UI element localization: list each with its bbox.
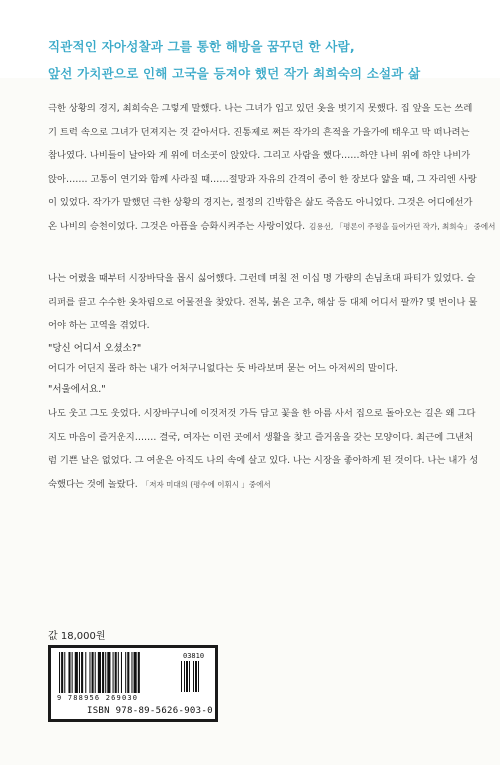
closing-line: 럼 기쁜 날은 없었다. 그 여운은 아직도 나의 속에 살고 있다. 나는 시장을 좋아하게 된 것이다. 나는 내가 성 (48, 455, 479, 466)
excerpt-2-line: 어야 하는 고역을 겪었다. (48, 320, 150, 331)
isbn-number: ISBN 978-89-5626-903-0 (87, 706, 213, 716)
closing-text: 숙했다는 것에 놀랐다. (48, 478, 138, 490)
price-label: 값 18,000원 (48, 631, 106, 642)
barcode-digits: 9 788956 269030 (57, 694, 139, 702)
header-band (0, 0, 500, 81)
excerpt-1-line: 참나였다. 나비들이 날아와 게 위에 더소곳이 앉았다. 그리고 사람을 했다……하얀 나비 위에 하얀 나비가 (48, 150, 471, 161)
excerpt-1-line: 이 있었다. 작가가 말했던 극한 상황의 경지는, 절정의 긴박함은 삶도 죽음도 아니었다. 그것은 어디에선가 (48, 197, 473, 208)
barcode-bars (57, 652, 179, 696)
excerpt-1-line-last (48, 215, 496, 239)
excerpt-1-credit: 김용선, 「평론이 주평을 들어가던 작가, 최희숙」 중에서 (309, 221, 496, 231)
tagline-1: 직관적인 자아성찰과 그를 통한 해방을 꿈꾸던 한 사람, (48, 39, 355, 54)
quote-2: "서울에서요." (48, 384, 106, 395)
barcode-addon-number: 03810 (183, 652, 205, 660)
excerpt-2-credit: 「저자 미대의 (평수에 이휘시 」중에서 (141, 479, 271, 489)
excerpt-1-line: 앉아……. 고통이 연기와 함께 사라질 때……절망과 자유의 간격이 종이 한 장보다 얇을 때, 그 자리엔 사랑 (48, 173, 477, 185)
closing-line-last (48, 473, 452, 497)
excerpt-1 (48, 97, 496, 238)
excerpt-2-line: 리퍼를 끌고 수수한 옷차림으로 어물전을 찾았다. 전복, 붉은 고추, 해삼 등 대체 어디서 팔까? 몇 번이나 물 (48, 296, 478, 308)
excerpt-2-line: 나는 어렸을 때부터 시장바닥을 몹시 싫어했다. 그런데 며칠 전 이십 명 가량의 손님초대 파티가 있었다. 슬 (48, 273, 476, 284)
closing-line: 지도 마음이 즐거운지……. 결국, 여자는 이런 곳에서 생활을 찾고 즐거움을 갖는 모양이다. 최근에 그낸처 (48, 431, 474, 443)
addon-bars (181, 661, 211, 692)
excerpt-2 (48, 267, 478, 338)
excerpt-2-closing (48, 402, 479, 496)
closing-line: 나도 웃고 그도 웃었다. 시장바구니에 이것저것 가득 담고 꽃을 한 아름 사서 집으로 돌아오는 길은 왜 그다 (48, 408, 476, 419)
narration-line: 어디가 어딘지 몰라 하는 내가 어처구니없다는 듯 바라보며 묻는 어느 아저씨의 말이다. (48, 363, 398, 374)
excerpt-1-line: 기 트럭 속으로 그녀가 던져지는 것 같아서다. 진통제로 쩌든 작가의 흔적을 가을가에 태우고 막 떠나려는 (48, 126, 470, 138)
isbn-barcode (48, 645, 218, 722)
excerpt-1-text: 온 나비의 승천이었다. 그것은 아픔을 승화시켜주는 사랑이었다. (48, 220, 306, 232)
tagline-2: 앞선 가치관으로 인해 고국을 등져야 했던 작가 최희숙의 소설과 삶 (48, 66, 421, 81)
excerpt-1-line: 극한 상황의 경지, 최희숙은 그렇게 말했다. 나는 그녀가 입고 있던 옷을 벗기지 못했다. 집 앞을 도는 쓰레 (48, 103, 473, 114)
quote-1: "당신 어디서 오셨소?" (48, 343, 142, 354)
